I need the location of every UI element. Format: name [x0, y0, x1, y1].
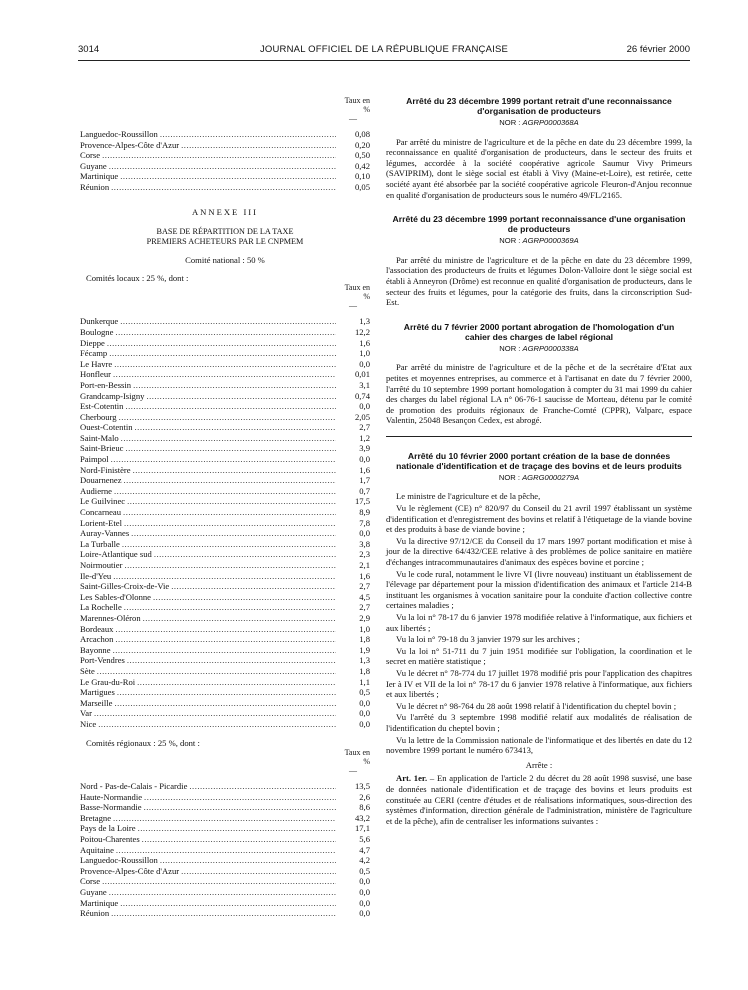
row-label: Le Guilvinec [80, 496, 126, 507]
dot-leader [131, 528, 336, 539]
row-value: 0,20 [354, 139, 370, 150]
dot-leader [111, 182, 336, 193]
row-label: Douarnenez [80, 475, 122, 486]
arrete-verb: Arrête : [525, 759, 553, 770]
row-label: Haute-Normandie [80, 791, 143, 802]
regional-rate-row [80, 792, 370, 803]
taux-header-locaux: Taux en % — [344, 283, 370, 311]
dot-leader [109, 887, 336, 898]
row-value: 2,7 [359, 581, 370, 592]
row-label: Est-Cotentin [80, 401, 124, 412]
row-label: Arcachon [80, 634, 114, 645]
arrete-2-nor: NOR : AGRP0000369A [499, 236, 579, 246]
local-rate-row [80, 677, 370, 688]
dot-leader [114, 359, 336, 370]
dot-leader [181, 866, 336, 877]
local-rate-row [80, 539, 370, 550]
row-label: Corse [80, 150, 101, 161]
page-header [78, 44, 690, 58]
comite-national: Comité national : 50 % [185, 255, 265, 266]
dot-leader [113, 369, 336, 380]
row-value: 3,1 [359, 379, 370, 390]
local-rate-row [80, 369, 370, 380]
row-label: Boulogne [80, 326, 114, 337]
row-value: 8,6 [359, 802, 370, 813]
dot-leader [127, 655, 336, 666]
row-value: 4,5 [359, 591, 370, 602]
regional-rate-row [80, 781, 370, 792]
local-rate-row [80, 380, 370, 391]
row-value: 1,3 [359, 655, 370, 666]
row-label: Noirmoutier [80, 560, 123, 570]
rate-row [80, 161, 370, 172]
arrete-4-title: Arrêté du 10 février 2000 portant création de la base de données nationale d'identification et de traçage des bovins et de leurs produits [396, 450, 682, 471]
row-label: Nord-Finistère [80, 464, 131, 475]
dot-leader [113, 571, 336, 582]
row-label: Port-Vendres [80, 655, 125, 666]
row-label: Bordeaux [80, 623, 114, 634]
regional-rate-row [80, 887, 370, 898]
row-label: Martinique [80, 897, 119, 908]
row-label: La Rochelle [80, 602, 122, 613]
regional-rate-row [80, 845, 370, 856]
local-rate-row [80, 486, 370, 497]
visa-paragraph: Le ministre de l'agriculture et de la pêche, [396, 491, 541, 502]
dot-leader [137, 677, 336, 688]
regional-rate-row [80, 823, 370, 834]
arrete-1-text: Par arrêté du ministre de l'agriculture et de la pêche en date du 23 décembre 1999, la reconnaissance en qualité d'organisation de producteurs, dans le secteur des fruits et légumes, accordée à la société coopérative agricole Saumur Vivy Primeurs (SAVIPRIM), dont le siège social est établi à Vivy (Maine-et-Loire), est retirée, cette société ayant été absorbée par la société coopérative agricole Fleuron-d'Anjou reconnue en qualité d'organisation de producteurs sous le numéro 49/FL/2165. [386, 136, 692, 200]
row-value: 13,5 [354, 781, 370, 792]
row-value: 1,1 [359, 676, 370, 687]
dot-leader [121, 433, 336, 444]
row-label: Audierne [80, 485, 112, 496]
local-rate-row [80, 571, 370, 582]
row-value: 0,0 [359, 401, 370, 412]
row-value: 17,5 [354, 496, 370, 507]
dot-leader [171, 581, 336, 592]
local-rate-row [80, 507, 370, 518]
regional-rate-list [80, 781, 370, 919]
row-label: Lorient-Etel [80, 517, 122, 528]
dot-leader [109, 161, 336, 172]
local-rate-row [80, 391, 370, 402]
dot-leader [143, 613, 336, 624]
row-value: 3,9 [359, 443, 370, 454]
dot-leader [160, 855, 336, 866]
row-value: 1,7 [359, 475, 370, 486]
local-rate-row [80, 412, 370, 423]
row-value: 0,42 [354, 160, 370, 171]
local-rate-row [80, 496, 370, 507]
row-label: Basse-Normandie [80, 802, 142, 813]
row-label: Martigues [80, 687, 115, 698]
dot-leader [144, 802, 336, 813]
dot-leader [113, 813, 336, 824]
header-rule [78, 60, 690, 61]
local-rate-row [80, 359, 370, 370]
article-1-label: Art. 1er. [396, 773, 428, 784]
row-label: Auray-Vannes [80, 528, 130, 539]
section-divider [386, 436, 692, 437]
row-label: Réunion [80, 181, 110, 192]
local-rate-row [80, 528, 370, 539]
dot-leader [133, 380, 336, 391]
dot-leader [97, 666, 336, 677]
local-rate-row [80, 708, 370, 719]
row-label: Poitou-Charentes [80, 834, 140, 845]
regional-rate-row [80, 802, 370, 813]
row-value: 0,0 [359, 887, 370, 898]
local-rate-row [80, 666, 370, 677]
row-label: Ile-d'Yeu [80, 570, 112, 581]
arrete-1-title: Arrêté du 23 décembre 1999 portant retrait d'une reconnaissance d'organisation de producteurs [406, 96, 672, 116]
left-column [80, 96, 370, 919]
local-rate-row [80, 475, 370, 486]
row-label: Nice [80, 718, 97, 729]
row-label: Loire-Atlantique sud [80, 549, 152, 560]
local-rate-row [80, 549, 370, 560]
dot-leader [138, 823, 336, 834]
row-value: 0,0 [359, 708, 370, 719]
dot-leader [160, 129, 336, 140]
row-label: Bretagne [80, 812, 112, 823]
arrete-1-nor: NOR : AGRP0000368A [499, 118, 579, 127]
article-1-text: – En application de l'article 2 du décret du 28 août 1998 susvisé, une base de données nationale d'identification et de traçage des bovins et leurs produits est constituée au CERI (centre d'études et de réalisations informatiques, sous-direction des systèmes d'information, direction générale de l'administration, ministère de l'agriculture et de la pêche), afin de centraliser les informations suivantes : [386, 773, 692, 826]
dot-leader [181, 140, 336, 151]
annexe-subtitle: BASE DE RÉPARTITION DE LA TAXE PREMIERS ACHETEURS PAR LE CNPMEM [146, 227, 304, 247]
regional-rate-row [80, 866, 370, 877]
row-value: 4,7 [359, 844, 370, 855]
journal-title: JOURNAL OFFICIEL DE LA RÉPUBLIQUE FRANÇAISE [259, 44, 509, 55]
row-label: Réunion [80, 908, 110, 919]
regional-rate-row [80, 855, 370, 866]
row-label: Aquitaine [80, 844, 114, 855]
row-value: 0,10 [354, 171, 370, 182]
row-label: Honfleur [80, 369, 112, 380]
row-label: Guyane [80, 160, 107, 171]
article-1 [386, 773, 692, 826]
row-value: 0,08 [354, 129, 370, 139]
row-label: Fécamp [80, 348, 108, 359]
row-label: Saint-Gilles-Croix-de-Vie [80, 581, 170, 592]
row-value: 0,0 [359, 454, 370, 465]
dot-leader [135, 422, 336, 433]
regional-rate-row [80, 813, 370, 824]
row-value: 0,0 [359, 897, 370, 908]
row-value: 0,74 [354, 390, 370, 401]
dot-leader [111, 454, 336, 465]
row-label: Martinique [80, 171, 119, 182]
row-value: 0,0 [359, 528, 370, 539]
dot-leader [114, 486, 336, 497]
local-rate-row [80, 422, 370, 433]
local-rate-row [80, 645, 370, 656]
row-value: 2,1 [359, 560, 370, 570]
local-rate-row [80, 443, 370, 454]
row-value: 2,9 [359, 612, 370, 623]
rate-row [80, 182, 370, 193]
row-value: 1,0 [359, 623, 370, 634]
dot-leader [115, 634, 336, 645]
local-rate-row [80, 602, 370, 613]
top-rate-list [80, 129, 370, 193]
row-label: Corse [80, 876, 101, 887]
dot-leader [102, 876, 336, 887]
dot-leader [111, 908, 336, 919]
visa-paragraph: Vu la loi n° 51-711 du 7 juin 1951 modifiée sur l'obligation, la coordination et le secret en matière statistique ; [386, 645, 692, 667]
dot-leader [116, 845, 336, 856]
visa-paragraph: Vu la loi n° 79-18 du 3 janvier 1979 sur les archives ; [396, 634, 580, 645]
row-value: 3,8 [359, 538, 370, 549]
dot-leader [124, 518, 336, 529]
row-value: 4,2 [359, 855, 370, 866]
visa-paragraph: Vu le décret n° 98-764 du 28 août 1998 relatif à l'identification du cheptel bovin ; [396, 700, 677, 711]
row-value: 1,6 [359, 337, 370, 348]
row-value: 43,2 [354, 812, 370, 823]
local-rate-row [80, 465, 370, 476]
local-rate-row [80, 719, 370, 730]
row-label: Guyane [80, 887, 107, 898]
row-label: Var [80, 708, 92, 719]
dot-leader [153, 592, 336, 603]
row-value: 12,2 [354, 326, 370, 337]
visa-paragraph: Vu l'arrêté du 3 septembre 1998 modifié relatif aux modalités de réalisation de l'identification du cheptel bovin ; [386, 712, 692, 733]
dot-leader [127, 496, 336, 507]
local-rate-row [80, 581, 370, 592]
issue-date: 26 février 2000 [626, 44, 690, 55]
visa-paragraph: Vu la loi n° 78-17 du 6 janvier 1978 modifiée relative à l'informatique, aux fichiers et aux libertés ; [386, 612, 692, 633]
row-value: 2,05 [354, 411, 370, 422]
row-value: 1,8 [359, 665, 370, 676]
row-label: Provence-Alpes-Côte d'Azur [80, 139, 180, 150]
row-label: La Turballe [80, 538, 120, 549]
row-value: 2,6 [359, 791, 370, 802]
local-rate-row [80, 592, 370, 603]
rate-row [80, 171, 370, 182]
arrete-4-nor: NOR : AGRG0000279A [498, 472, 580, 482]
row-value: 17,1 [354, 823, 370, 834]
local-rate-row [80, 634, 370, 645]
row-value: 8,9 [359, 507, 370, 518]
page-number: 3014 [78, 44, 100, 55]
arrete-2-text: Par arrêté du ministre de l'agriculture et de la pêche en date du 23 décembre 1999, l'association des producteurs de fruits et légumes Dolon-Valloire dont le siège social est établi à Anneyron (Drôme) est reconnue en qualité d'organisation de producteurs, dans le secteur des fruits et légumes, pour la catégorie des fruits, dans la circonscription Sud-Est. [386, 254, 692, 308]
dot-leader [122, 539, 336, 550]
regional-rate-row [80, 876, 370, 887]
row-label: Le Grau-du-Roi [80, 676, 136, 687]
local-rate-row [80, 454, 370, 465]
dot-leader [189, 781, 336, 792]
row-value: 1,8 [359, 634, 370, 645]
row-label: Port-en-Bessin [80, 379, 132, 390]
row-label: Pays de la Loire [80, 823, 136, 834]
dot-leader [119, 412, 336, 423]
dot-leader [124, 602, 336, 613]
row-value: 0,0 [359, 876, 370, 887]
row-value: 0,05 [354, 181, 370, 192]
row-value: 1,6 [359, 570, 370, 581]
visa-paragraph: Vu le code rural, notamment le livre VI (livre nouveau) instituant un établissement de l'élevage par département pour la mission d'identification des animaux et l'article 214-B instituant les organismes à vocation sanitaire pour la conduite d'action collective contre certaines maladies ; [386, 568, 692, 611]
local-rate-row [80, 560, 370, 571]
dot-leader [115, 327, 336, 338]
arrete-3-title: Arrêté du 7 février 2000 portant abrogation de l'homologation d'un cahier des charges de label régional [403, 321, 675, 342]
row-label: Dunkerque [80, 316, 119, 327]
local-rate-row [80, 316, 370, 327]
row-label: Saint-Malo [80, 432, 119, 443]
row-value: 0,0 [359, 718, 370, 729]
dot-leader [125, 401, 336, 412]
row-value: 0,50 [354, 150, 370, 161]
visa-paragraph: Vu la directive 97/12/CE du Conseil du 17 mars 1997 portant modification et mise à jour de la directive 64/432/CEE relative à des problèmes de police sanitaire en matière d'échanges intracommunautaires d'animaux des espèces bovine et porcine ; [386, 535, 692, 568]
row-value: 0,0 [359, 697, 370, 708]
local-rate-row [80, 433, 370, 444]
dot-leader [124, 475, 336, 486]
row-label: Concarneau [80, 507, 122, 518]
dot-leader [98, 719, 336, 730]
visa-paragraph: Vu le décret n° 78-774 du 17 juillet 1978 modifié pris pour l'application des chapitres Ier à IV et VII de la loi n° 78-17 du 6 janvier 1978 relative à l'informatique, aux fichiers et aux libertés ; [386, 667, 692, 700]
row-label: Languedoc-Roussillon [80, 855, 158, 866]
dot-leader [107, 338, 336, 349]
taux-header-regionaux: Taux en % — [344, 748, 370, 776]
local-rate-row [80, 338, 370, 349]
arrete-3-text: Par arrêté du ministre de l'agriculture et de la pêche et de la secrétaire d'Etat aux petites et moyennes entreprises, au commerce et à l'artisanat en date du 7 février 2000, l'arrêté du 10 septembre 1999 portant homologation à compter du 31 mai 1999 du cahier des charges du label régional LA n° 06-76-1 saucisse de Morteau, détenu par le comité de promotion des produits régionaux de Franche-Comté (CPPR), Valparc, espace Valentin, 25048 Besançon Cedex, est abrogé. [386, 362, 692, 426]
row-value: 0,5 [359, 687, 370, 698]
local-rate-row [80, 348, 370, 359]
dot-leader [94, 708, 336, 719]
row-label: Languedoc-Roussillon [80, 129, 158, 139]
row-label: Grandcamp-Isigny [80, 390, 145, 401]
row-value: 2,7 [359, 422, 370, 433]
visa-paragraph: Vu la lettre de la Commission nationale de l'informatique et des libertés en date du 12 novembre 1999 portant le numéro 673413, [386, 734, 692, 756]
rate-row [80, 150, 370, 161]
regional-rate-row [80, 898, 370, 909]
arrete-2-title: Arrêté du 23 décembre 1999 portant reconnaissance d'une organisation de producteurs [392, 214, 686, 235]
row-value: 1,0 [359, 348, 370, 359]
row-label: Cherbourg [80, 411, 117, 422]
rate-row [80, 140, 370, 151]
local-rate-list [80, 316, 370, 729]
row-value: 2,7 [359, 602, 370, 613]
local-rate-row [80, 518, 370, 529]
row-label: Saint-Brieuc [80, 443, 124, 454]
row-label: Marennes-Oléron [80, 612, 141, 623]
row-value: 1,2 [359, 432, 370, 443]
dot-leader [109, 348, 336, 359]
row-label: Nord - Pas-de-Calais - Picardie [80, 781, 188, 792]
right-column [386, 96, 692, 827]
dot-leader [120, 316, 336, 327]
local-rate-row [80, 613, 370, 624]
row-value: 1,9 [359, 644, 370, 655]
row-value: 1,3 [359, 316, 370, 327]
dot-leader [142, 834, 336, 845]
row-label: Bayonne [80, 644, 111, 655]
dot-leader [120, 171, 336, 182]
dot-leader [117, 687, 336, 698]
dot-leader [102, 150, 336, 161]
row-label: Marseille [80, 697, 113, 708]
row-value: 1,6 [359, 464, 370, 475]
row-value: 0,7 [359, 485, 370, 496]
row-label: Le Havre [80, 358, 113, 369]
comites-regionaux-label: Comités régionaux : 25 %, dont : [86, 737, 200, 748]
row-label: Provence-Alpes-Côte d'Azur [80, 865, 180, 876]
dot-leader [120, 898, 336, 909]
row-value: 0,01 [354, 369, 370, 380]
dot-leader [124, 560, 336, 571]
arrete-3-nor: NOR : AGRP0000338A [499, 343, 579, 353]
row-value: 0,0 [359, 358, 370, 369]
taux-header: Taux en % — [344, 96, 370, 123]
dot-leader [146, 391, 336, 402]
dot-leader [154, 549, 336, 560]
visa-paragraph: Vu le règlement (CE) n° 820/97 du Conseil du 21 avril 1997 établissant un système d'identification et d'enregistrement des bovins et relatif à l'étiquetage de la viande bovine et des produits à base de viande bovine ; [386, 503, 692, 535]
dot-leader [125, 443, 336, 454]
row-label: Paimpol [80, 454, 109, 465]
row-value: 0,5 [359, 865, 370, 876]
local-rate-row [80, 698, 370, 709]
row-value: 7,8 [359, 517, 370, 528]
row-label: Dieppe [80, 337, 105, 348]
local-rate-row [80, 655, 370, 666]
annexe-title: ANNEXE III [191, 206, 259, 217]
local-rate-row [80, 327, 370, 338]
local-rate-row [80, 687, 370, 698]
row-label: Sète [80, 665, 95, 676]
dot-leader [144, 792, 336, 803]
row-label: Les Sables-d'Olonne [80, 591, 151, 602]
dot-leader [115, 624, 336, 635]
row-value: 2,3 [359, 549, 370, 560]
dot-leader [123, 507, 336, 518]
dot-leader [133, 465, 336, 476]
row-label: Ouest-Cotentin [80, 422, 133, 433]
regional-rate-row [80, 908, 370, 919]
regional-rate-row [80, 834, 370, 845]
local-rate-row [80, 401, 370, 412]
row-value: 0,0 [359, 908, 370, 919]
local-rate-row [80, 624, 370, 635]
arrete-4-visas [386, 491, 692, 755]
rate-row [80, 129, 370, 140]
dot-leader [114, 698, 336, 709]
comites-locaux-label: Comités locaux : 25 %, dont : [86, 272, 189, 283]
row-value: 5,6 [359, 834, 370, 845]
dot-leader [113, 645, 336, 656]
